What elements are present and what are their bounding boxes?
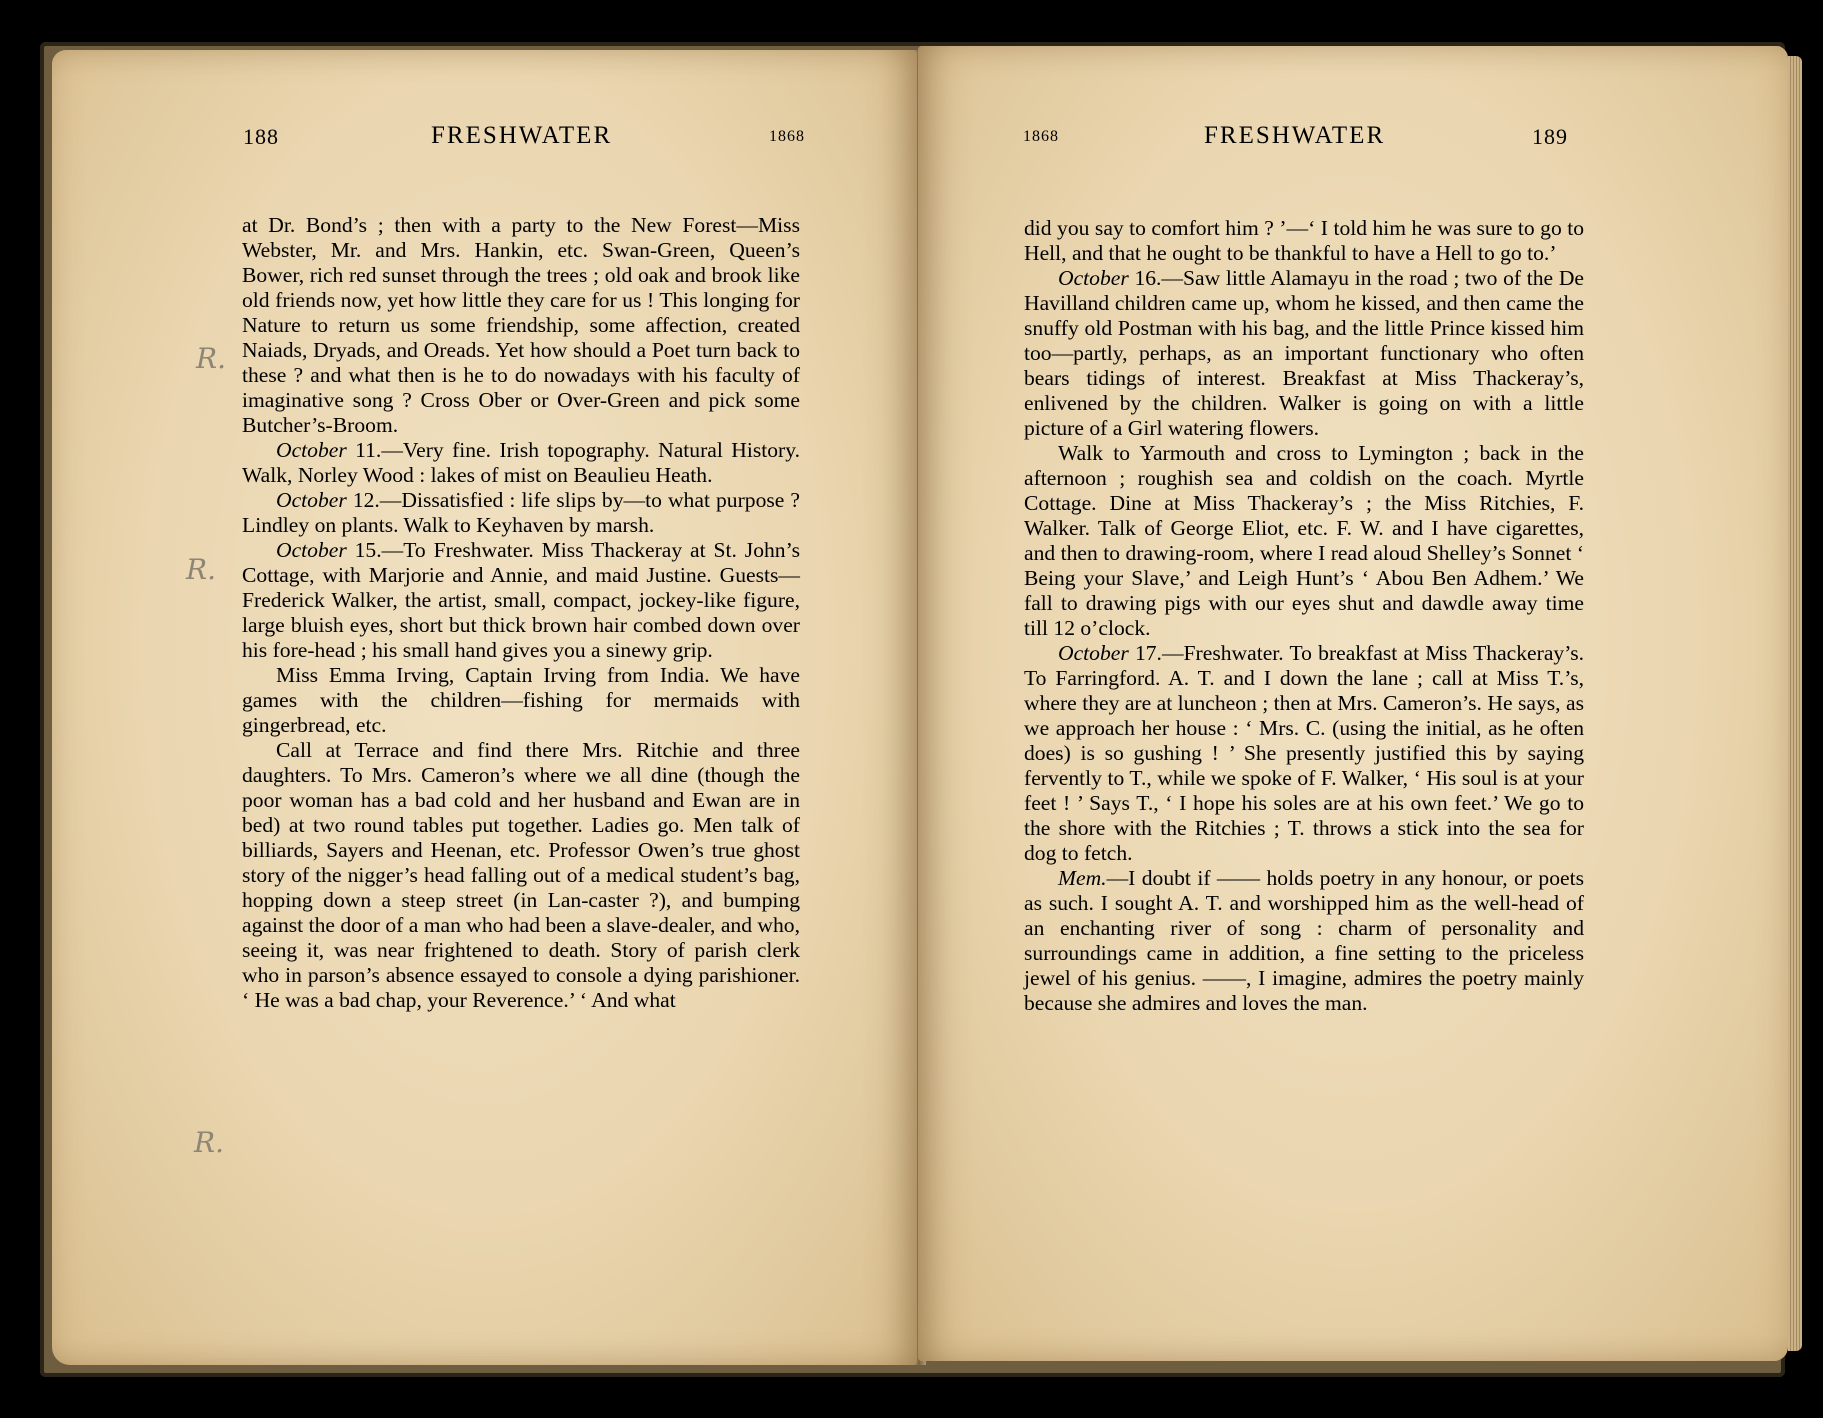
paragraph: October 16.—Saw little Alamayu in the road ; two of the De Havilland children came up, whom he kissed, and then came the snuffy old Postman with his bag, and the little Prince kissed him too—partly, perhaps, as an important functionary who often bears tidings of interest. Breakfast at Miss Thackeray’s, enlivened by the children. Walker is going on with a little picture of a Girl watering flowers. (1024, 266, 1584, 440)
paragraph: October 15.—To Freshwater. Miss Thackeray at St. John’s Cottage, with Marjorie and Annie, and maid Justine. Guests—Frederick Walker, the artist, small, compact, jockey-like figure, large bluish eyes, short but thick brown hair combed down over his fore-head ; his small hand gives you a sinewy grip. (242, 538, 800, 662)
left-running-title: FRESHWATER (431, 122, 613, 149)
right-running-title: FRESHWATER (1204, 122, 1386, 149)
paragraph: Mem.—I doubt if —— holds poetry in any honour, or poets as such. I sought A. T. and worshipped him as the well-head of an enchanting river of song : charm of personality and surroundings came in addition, a fine setting to the priceless jewel of his genius. ——, I imagine, admires the poetry mainly because she admires and loves the man. (1024, 866, 1584, 1015)
right-page-number: 189 (1532, 124, 1568, 149)
margin-annotation: R. (186, 553, 216, 586)
paragraph: October 12.—Dissatisfied : life slips by—to what purpose ? Lindley on plants. Walk to Keyhaven by marsh. (242, 488, 800, 537)
entry-date: October (1058, 641, 1129, 665)
entry-date: October (276, 538, 347, 562)
margin-annotation: R. (194, 1126, 224, 1159)
paragraph: did you say to comfort him ? ’—‘ I told him he was sure to go to Hell, and that he ought to be thankful to have a Hell to go to.’ (1024, 216, 1584, 265)
entry-date: October (276, 488, 347, 512)
left-page-text (242, 213, 800, 1013)
paragraph: Miss Emma Irving, Captain Irving from India. We have games with the children—fishing for mermaids with gingerbread, etc. (242, 663, 800, 737)
paragraph: Walk to Yarmouth and cross to Lymington ; back in the afternoon ; roughish sea and coldish on the coach. Myrtle Cottage. Dine at Miss Thackeray’s ; the Miss Ritchies, F. Walker. Talk of George Eliot, etc. F. W. and I have cigarettes, and then to drawing-room, where I read aloud Shelley’s Sonnet ‘ Being your Slave,’ and Leigh Hunt’s ‘ Abou Ben Adhem.’ We fall to drawing pigs with our eyes shut and dawdle away time till 12 o’clock. (1024, 441, 1584, 640)
entry-date: October (276, 438, 347, 462)
left-page-header (243, 122, 803, 156)
paragraph: October 17.—Freshwater. To breakfast at Miss Thackeray’s. To Farringford. A. T. and I down the lane ; call at Miss T.’s, where they are at luncheon ; then at Mrs. Cameron’s. He says, as we approach her house : ‘ Mrs. C. (using the initial, as he often does) is so gushing ! ’ She presently justified this by saying fervently to T., while we spoke of F. Walker, ‘ His soul is at your feet ! ’ Says T., ‘ I hope his soles are at his own feet.’ We go to the shore with the Ritchies ; T. throws a stick into the sea for dog to fetch. (1024, 641, 1584, 865)
right-page-header (1023, 122, 1583, 156)
entry-date: October (1058, 266, 1129, 290)
right-year: 1868 (1023, 128, 1059, 145)
entry-date: Mem. (1058, 866, 1107, 890)
left-year: 1868 (769, 128, 805, 145)
right-page-text (1024, 216, 1584, 1016)
paragraph: October 11.—Very fine. Irish topography. Natural History. Walk, Norley Wood : lakes of mist on Beaulieu Heath. (242, 438, 800, 487)
left-page-number: 188 (243, 124, 279, 149)
margin-annotation: R. (196, 342, 226, 375)
paragraph: Call at Terrace and find there Mrs. Ritchie and three daughters. To Mrs. Cameron’s where we all dine (though the poor woman has a bad cold and her husband and Ewan are in bed) at two round tables put together. Ladies go. Men talk of billiards, Sayers and Heenan, etc. Professor Owen’s true ghost story of the nigger’s head falling out of a medical student’s bag, hopping down a steep street (in Lan-caster ?), and bumping against the door of a man who had been a slave-dealer, and who, seeing it, was near frightened to death. Story of parish clerk who in parson’s absence essayed to console a dying parishioner. ‘ He was a bad chap, your Reverence.’ ‘ And what (242, 738, 800, 1012)
paragraph: at Dr. Bond’s ; then with a party to the New Forest—Miss Webster, Mr. and Mrs. Hankin, etc. Swan-Green, Queen’s Bower, rich red sunset through the trees ; old oak and brook like old friends now, yet how little they care for us ! This longing for Nature to return us some friendship, some affection, created Naiads, Dryads, and Oreads. Yet how should a Poet turn back to these ? and what then is he to do nowadays with his faculty of imaginative song ? Cross Ober or Over-Green and pick some Butcher’s-Broom. (242, 213, 800, 437)
